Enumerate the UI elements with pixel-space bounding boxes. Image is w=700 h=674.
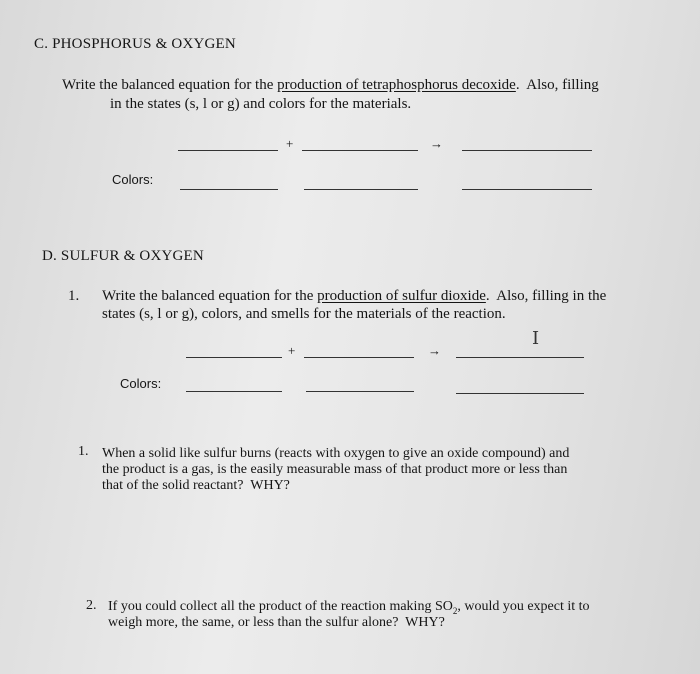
d-reactant-1-blank[interactable] xyxy=(186,357,282,358)
c-colors-label: Colors: xyxy=(112,172,154,187)
section-d-item-number: 1. xyxy=(68,288,80,304)
question-2-line2: weigh more, the same, or less than the sulfur alone? WHY? xyxy=(108,615,445,630)
section-d-prompt-line2: states (s, l or g), colors, and smells for the materials of the reaction. xyxy=(102,306,506,322)
section-d-heading: D. SULFUR & OXYGEN xyxy=(42,248,204,264)
section-c-prompt-text: Write the balanced equation for the xyxy=(62,77,278,93)
text-cursor-icon: I xyxy=(532,328,540,349)
d-color-2-blank[interactable] xyxy=(306,391,414,392)
c-color-1-blank[interactable] xyxy=(180,189,278,190)
c-color-2-blank[interactable] xyxy=(304,189,418,190)
question-1-text: When a solid like sulfur burns (reacts with oxygen to give an oxide compound) and the product is a gas, is the easily measurable mass of that product more or less than that of the solid reactant? WHY? xyxy=(102,446,570,493)
c-color-3-blank[interactable] xyxy=(462,189,592,190)
section-c-prompt-tail: . Also, filling xyxy=(515,77,599,93)
question-2-number: 2. xyxy=(86,598,97,613)
c-reactant-2-blank[interactable] xyxy=(302,150,418,151)
d-colors-label: Colors: xyxy=(120,376,162,391)
section-d-prompt-link: production of sulfur dioxide xyxy=(317,288,486,304)
question-1-number: 1. xyxy=(78,444,89,459)
d-plus-sign: + xyxy=(288,343,296,358)
question-2-text-tail: , would you expect it to xyxy=(457,599,590,614)
section-c-prompt-link: production of tetraphosphorus decoxide xyxy=(277,77,516,93)
c-arrow: → xyxy=(430,136,443,151)
section-c-prompt-line2: in the states (s, l or g) and colors for the materials. xyxy=(110,96,412,112)
section-d-prompt-tail: . Also, filling in the xyxy=(485,288,607,304)
d-reactant-2-blank[interactable] xyxy=(304,357,414,358)
d-arrow: → xyxy=(428,343,441,358)
c-product-blank[interactable] xyxy=(462,150,592,151)
section-d-prompt-text: Write the balanced equation for the xyxy=(102,288,318,304)
d-color-1-blank[interactable] xyxy=(186,391,282,392)
c-plus-sign: + xyxy=(286,136,294,151)
c-reactant-1-blank[interactable] xyxy=(178,150,278,151)
question-2-subscript: 2 xyxy=(452,605,458,616)
question-2-text: If you could collect all the product of the reaction making SO xyxy=(108,599,453,614)
section-d-prompt xyxy=(102,287,606,306)
d-color-3-blank[interactable] xyxy=(456,393,584,394)
section-c-heading: C. PHOSPHORUS & OXYGEN xyxy=(34,36,236,52)
d-product-blank[interactable] xyxy=(456,357,584,358)
section-c-prompt xyxy=(62,76,599,95)
